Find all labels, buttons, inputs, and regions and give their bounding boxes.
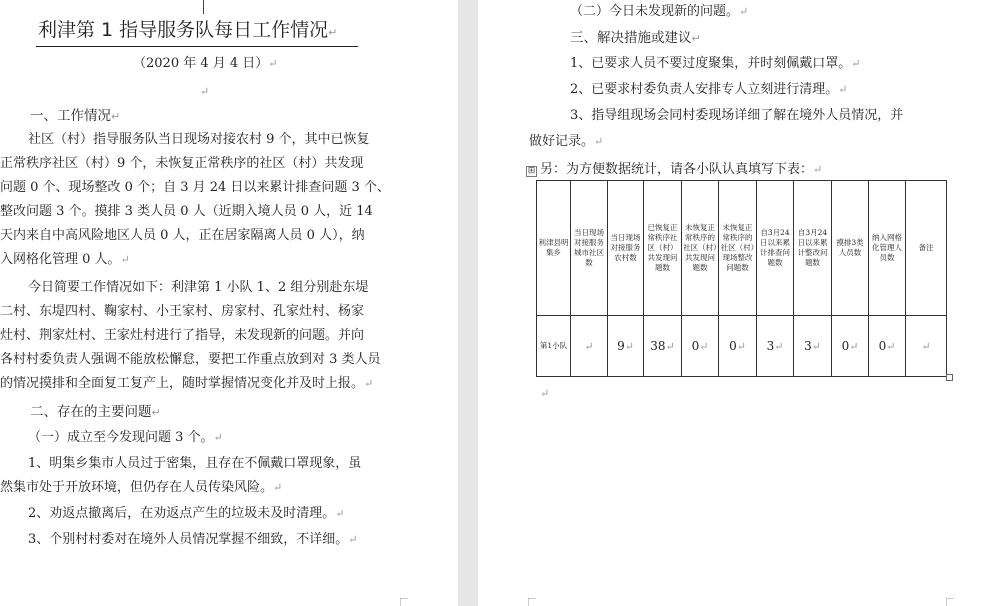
- table-move-handle-icon[interactable]: ⊞: [527, 166, 536, 176]
- para2-line-3: 灶村、荆家灶村、王家灶村进行了指导，未发现新的问题。并向: [0, 328, 365, 343]
- statistics-table[interactable]: [536, 180, 947, 377]
- header-cell[interactable]: 摸排3类人员数: [832, 181, 869, 316]
- table-row: [537, 316, 947, 377]
- problem-2: 2、劝返点撤离后，在劝返点产生的垃圾未及时清理。↵: [28, 506, 345, 521]
- table-header-row: [537, 181, 947, 316]
- para1-line-1: 社区（村）指导服务队当日现场对接农村 9 个，其中已恢复: [28, 132, 370, 147]
- para1-line-6: 入网格化管理 0 人。↵: [0, 252, 130, 267]
- para2-line-2: 二村、东堤四村、鞠家村、小王家村、房家村、孔家灶村、杨家: [0, 304, 365, 319]
- page-corner-mark: [528, 598, 536, 606]
- empty-paragraph-mark: ↵: [200, 85, 210, 98]
- section1-heading: 一、工作情况↵: [30, 108, 121, 124]
- document-page-right[interactable]: [478, 0, 1000, 606]
- table-note: 另：为方便数据统计，请各小队认真填写下表：↵: [540, 162, 823, 177]
- data-cell[interactable]: 0↵: [832, 316, 869, 377]
- problem-1-line-1: 1、明集乡集市人员过于密集，且存在不佩戴口罩现象，虽: [28, 456, 362, 471]
- data-cell[interactable]: 9↵: [608, 316, 644, 377]
- header-cell[interactable]: 已恢复正常秩序社区（村）共发现问题数: [644, 181, 682, 316]
- data-cell[interactable]: 0↵: [719, 316, 757, 377]
- data-cell[interactable]: 0↵: [682, 316, 719, 377]
- page-corner-mark: [400, 598, 408, 606]
- para2-line-4: 各村村委负责人强调不能放松懈怠，要把工作重点放到对 3 类人员: [0, 352, 381, 367]
- measure-3-line-1: 3、指导组现场会同村委现场详细了解在境外人员情况，并: [570, 108, 904, 123]
- title-underline: [36, 46, 358, 47]
- table-resize-handle[interactable]: [946, 374, 953, 381]
- data-cell[interactable]: 3↵: [757, 316, 794, 377]
- header-cell[interactable]: 未恢复正常秩序的社区（村）共发现问题数: [682, 181, 719, 316]
- row-label-cell[interactable]: 第1小队: [537, 316, 571, 377]
- measure-2: 2、已要求村委负责人安排专人立刻进行清理。↵: [570, 82, 848, 97]
- header-cell[interactable]: 备注: [906, 181, 947, 316]
- para1-line-2: 正常秩序社区（村）9 个，未恢复正常秩序的社区（村）共发现: [0, 156, 364, 171]
- section2-heading: 二、存在的主要问题↵: [30, 404, 161, 420]
- section3-heading: 三、解决措施或建议↵: [570, 30, 701, 46]
- problem-1-line-2: 然集市处于开放环境，但仍存在人员传染风险。↵: [0, 480, 283, 495]
- header-cell[interactable]: 利津县明集乡: [537, 181, 571, 316]
- data-cell[interactable]: ↵: [906, 316, 947, 377]
- header-cell[interactable]: 自3月24日以来累计排查问题数: [757, 181, 794, 316]
- para2-line-5: 的情况摸排和全面复工复产上，随时掌握情况变化并及时上报。↵: [0, 376, 374, 391]
- header-cell[interactable]: 纳入网格化管理人员数: [869, 181, 906, 316]
- empty-paragraph-mark: ↵: [540, 387, 550, 400]
- data-cell[interactable]: ↵: [571, 316, 608, 377]
- problem-3: 3、个别村村委对在境外人员情况掌握不细致，不详细。↵: [28, 532, 358, 547]
- document-title: 利津第 1 指导服务队每日工作情况↵: [38, 19, 338, 41]
- header-cell[interactable]: 当日现场对接服务城市社区数: [571, 181, 608, 316]
- section2-sub2: （二）今日未发现新的问题。↵: [570, 4, 749, 19]
- document-date: （2020 年 4 月 4 日）↵: [133, 56, 278, 71]
- para1-line-4: 整改问题 3 个。摸排 3 类人员 0 人（近期入境人员 0 人，近 14: [0, 204, 373, 219]
- page-corner-mark: [946, 598, 954, 606]
- para1-line-3: 问题 0 个、现场整改 0 个；自 3 月 24 日以来累计排查问题 3 个、: [0, 180, 390, 195]
- header-cell[interactable]: 当日现场对接服务农村数: [608, 181, 644, 316]
- data-cell[interactable]: 3↵: [794, 316, 832, 377]
- para1-line-5: 天内来自中高风险地区人员 0 人，正在居家隔离人员 0 人），纳: [0, 228, 365, 243]
- data-cell[interactable]: 0↵: [869, 316, 906, 377]
- measure-3-line-2: 做好记录。↵: [529, 134, 604, 149]
- data-cell[interactable]: 38↵: [644, 316, 682, 377]
- measure-1: 1、已要求人员不要过度聚集，并时刻佩戴口罩。↵: [570, 56, 861, 71]
- header-cell[interactable]: 未恢复正常秩序的社区（村）现场整改问题数: [719, 181, 757, 316]
- header-cell[interactable]: 自3月24日以来累计整改问题数: [794, 181, 832, 316]
- section2-sub1: （一）成立至今发现问题 3 个。↵: [28, 430, 223, 445]
- document-page-left[interactable]: [0, 0, 458, 606]
- text-cursor: [203, 0, 204, 14]
- para2-line-1: 今日简要工作情况如下：利津第 1 小队 1、2 组分别赴东堤: [28, 280, 369, 295]
